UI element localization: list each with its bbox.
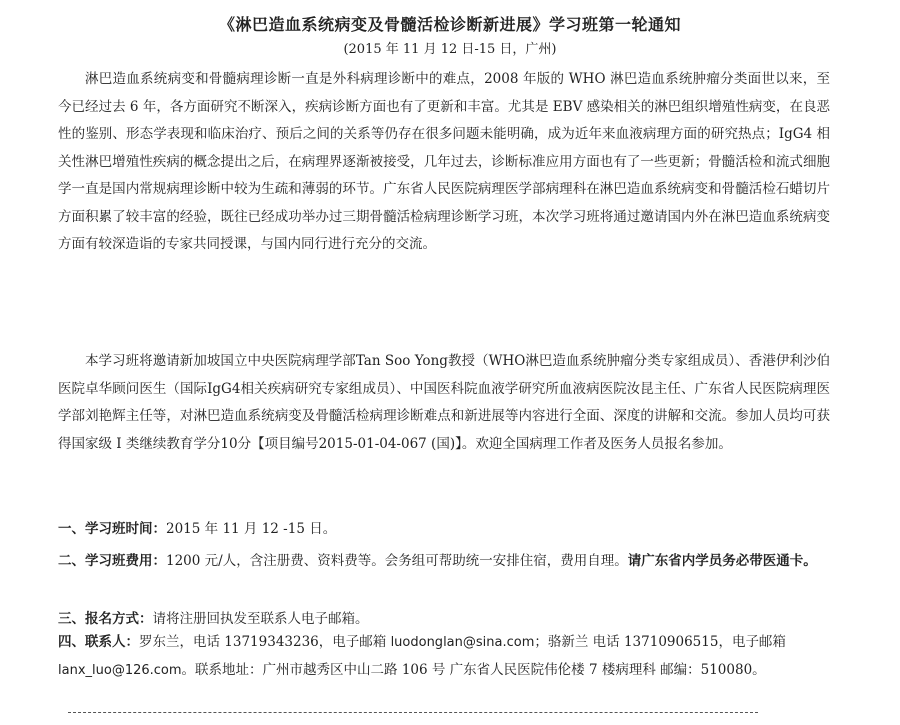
time-text: 2015 年 11 月 12 -15 日。 xyxy=(166,521,337,537)
contact-text-3: 。联系地址：广州市越秀区中山二路 106 号 广东省人民医院伟伦楼 7 楼病理科 邮编：510080。 xyxy=(181,661,766,678)
fee-note: 请广东省内学员务必带医通卡。 xyxy=(627,553,817,569)
time-item xyxy=(58,516,838,544)
faculty-paragraph: 本学习班将邀请新加坡国立中央医院病理学部Tan Soo Yong教授（WHO淋巴造血系统肿瘤分类专家组成员）、香港伊利沙伯医院卓华顾问医生（国际IgG4相关疾病研究专家组成员）、中国医科院血液学研究所血液病医院汝昆主任、广东省人民医院病理医学部刘艳辉主任等，对淋巴造血系统病变及骨髓活检病理诊断难点和新进展等内容进行全面、深度的讲解和交流。参加人员均可获得国家级 I 类继续教育学分10分【项目编号2015-01-04-067 (国)】。欢迎全国病理工作者及医务人员报名参加。 xyxy=(58,353,830,452)
contact-email-2[interactable]: lanx_luo@126.com xyxy=(58,662,182,678)
fee-text: 1200 元/人，含注册费、资料费等。会务组可帮助统一安排住宿，费用自理。 xyxy=(166,553,628,569)
contact-email-1[interactable]: luodonglan@sina.com xyxy=(390,635,535,650)
signup-text: 请将注册回执发至联系人电子邮箱。 xyxy=(152,611,369,627)
signup-label: 三、报名方式： xyxy=(58,611,153,627)
contact-item xyxy=(58,629,833,684)
fee-label: 二、学习班费用： xyxy=(58,553,166,569)
fee-item xyxy=(58,548,838,576)
contact-text-1: 罗东兰，电话 13719343236，电子邮箱 xyxy=(139,634,391,650)
notice-title: 《淋巴造血系统病变及骨髓活检诊断新进展》学习班第一轮通知 xyxy=(218,15,681,34)
time-label: 一、学习班时间： xyxy=(58,521,166,537)
contact-text-2: ；骆新兰 电话 13710906515，电子邮箱 xyxy=(534,634,786,650)
contact-label: 四、联系人： xyxy=(58,634,139,650)
dashed-divider xyxy=(68,712,758,713)
intro-paragraph: 淋巴造血系统病变和骨髓病理诊断一直是外科病理诊断中的难点，2008 年版的 WHO 淋巴造血系统肿瘤分类面世以来，至今已经过去 6 年，各方面研究不断深入，疾病诊断方面也有了更新和丰富。尤其是 EBV 感染相关的淋巴组织增殖性病变，在良恶性的鉴别、形态学表现和临床治疗、预后之间的关系等仍存在很多问题未能明确，成为近年来血液病理方面的研究热点；IgG4 相关性淋巴增殖性疾病的概念提出之后，在病理界逐渐被接受，几年过去，诊断标准应用方面也有了一些更新；骨髓活检和流式细胞学一直是国内常规病理诊断中较为生疏和薄弱的环节。广东省人民医院病理医学部病理科在淋巴造血系统病变和骨髓活检石蜡切片方面积累了较丰富的经验，既往已经成功举办过三期骨髓活检病理诊断学习班，本次学习班将通过邀请国内外在淋巴造血系统病变方面有较深造诣的专家共同授课，与国内同行进行充分的交流。 xyxy=(58,71,830,252)
notice-subtitle: (2015 年 11 月 12 日-15 日，广州) xyxy=(343,42,557,57)
